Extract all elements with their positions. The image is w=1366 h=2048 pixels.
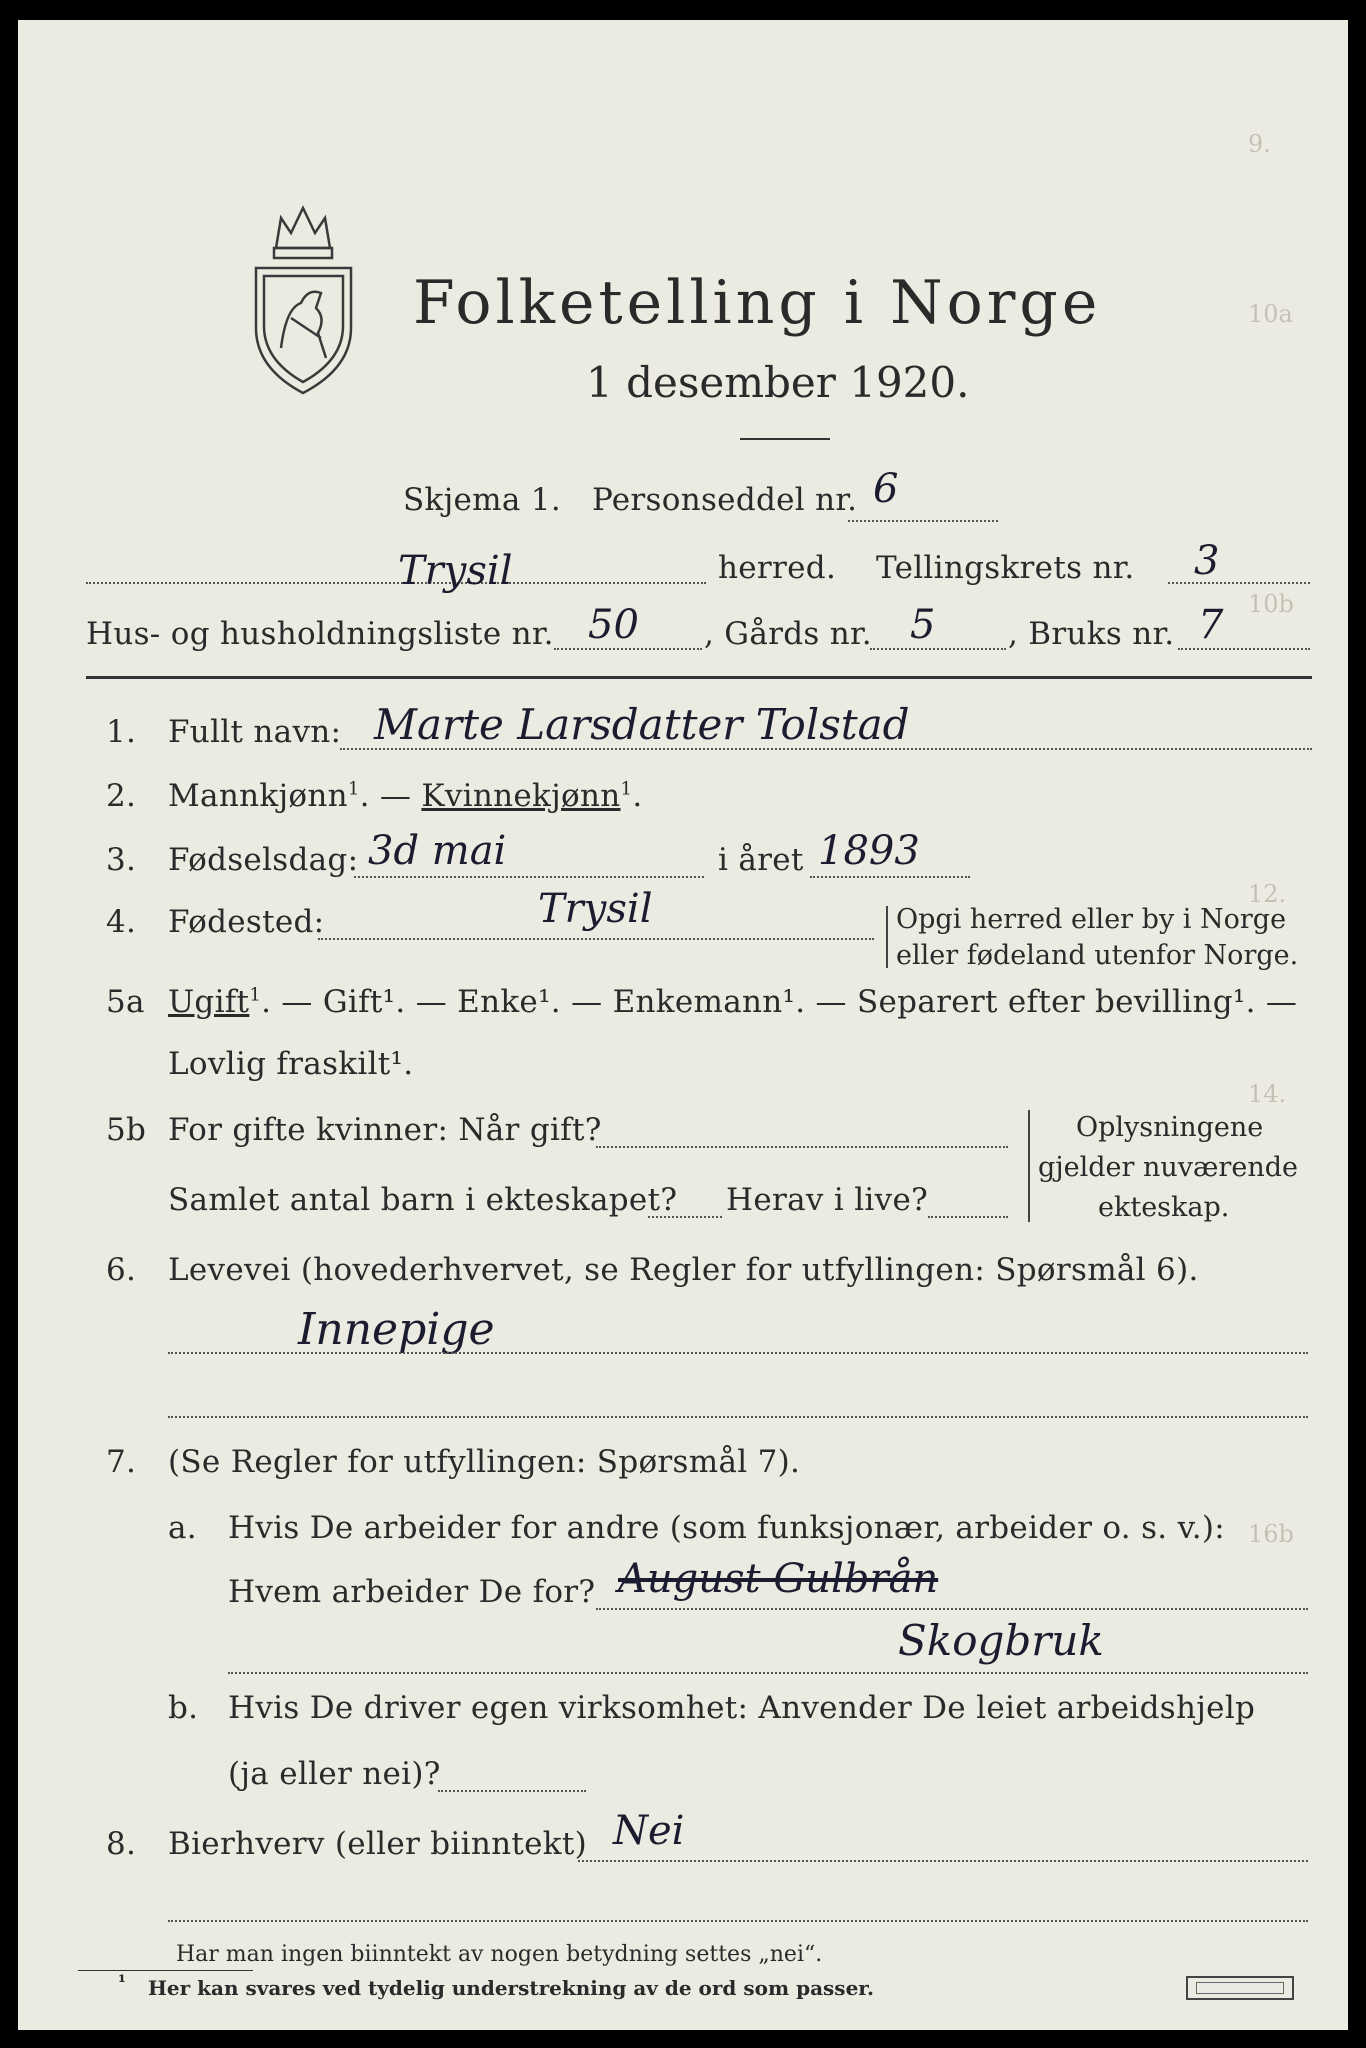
employer-value: Skogbruk (898, 1616, 1104, 1665)
q4-note-line2: eller fødeland utenfor Norge. (896, 940, 1299, 971)
printer-stamp-icon (1186, 1976, 1294, 2000)
q5b-label-alive: Herav i live? (726, 1182, 929, 1218)
bleed-through-text: 10b (1248, 590, 1294, 618)
bruks-label: , Bruks nr. (1008, 616, 1175, 652)
field-line (1178, 648, 1310, 650)
bleed-through-text: 9. (1248, 130, 1271, 158)
full-name-value: Marte Larsdatter Tolstad (374, 700, 910, 749)
bleed-through-text: 12. (1248, 880, 1287, 908)
field-line (578, 1860, 1308, 1862)
title-divider (740, 438, 830, 440)
hus-label: Hus- og husholdningsliste nr. (86, 616, 554, 652)
birthday-value: 3d mai (368, 828, 507, 874)
field-line (870, 648, 1006, 650)
q7b-label2: (ja eller nei)? (228, 1756, 441, 1792)
field-line (438, 1790, 586, 1792)
q7-label: (Se Regler for utfyllingen: Spørsmål 7). (168, 1444, 801, 1480)
bleed-through-text: 14. (1248, 1080, 1287, 1108)
q2-male: Mannkjønn (168, 778, 348, 814)
field-line (1168, 582, 1310, 584)
side-income-value: Nei (613, 1808, 685, 1854)
gards-value: 5 (910, 602, 936, 648)
q2-female-underlined: Kvinnekjønn (421, 778, 621, 814)
q5a-options: . — Gift¹. — Enke¹. — Enkemann¹. — Separert efter bevilling¹. — (261, 984, 1298, 1020)
footnote-divider (78, 1970, 253, 1971)
bleed-through-text: 10a (1248, 300, 1293, 328)
personseddel-label: Personseddel nr. (592, 482, 858, 518)
q5b-note-line3: ekteskap. (1098, 1192, 1230, 1223)
q3-label: Fødselsdag: (168, 842, 359, 878)
field-line (168, 1352, 1308, 1354)
footnote-mark: ¹ (118, 1972, 126, 1993)
birthplace-value: Trysil (538, 886, 653, 932)
q6-number: 6. (106, 1252, 137, 1288)
q3-number: 3. (106, 842, 137, 878)
herred-value: Trysil (398, 548, 513, 594)
tellingskrets-label: Tellingskrets nr. (876, 550, 1135, 586)
field-line (554, 648, 702, 650)
q5b-label-married: For gifte kvinner: Når gift? (168, 1112, 602, 1148)
field-line (168, 1920, 1308, 1922)
bleed-through-text: 16b (1248, 1520, 1294, 1548)
q4-number: 4. (106, 904, 137, 940)
employer-struck-value: August Gulbrån (618, 1556, 939, 1602)
header-divider (86, 676, 1312, 679)
q2-separator: . — (359, 778, 412, 814)
q4-label: Fødested: (168, 904, 325, 940)
q8-number: 8. (106, 1826, 137, 1862)
field-line (596, 1608, 1308, 1610)
q1-label: Fullt navn: (168, 714, 342, 750)
occupation-value: Innepige (298, 1304, 495, 1355)
skjema-label: Skjema 1. (403, 482, 561, 518)
norwegian-coat-of-arms-icon (246, 198, 361, 398)
field-line (228, 1672, 1308, 1674)
q2-number: 2. (106, 778, 137, 814)
gards-label: , Gårds nr. (704, 616, 872, 652)
field-line (354, 876, 704, 878)
herred-label: herred. (718, 550, 837, 586)
q5b-note-line1: Oplysningene (1076, 1112, 1264, 1143)
q5b-note-line2: gjelder nuværende (1038, 1152, 1298, 1183)
form-date: 1 desember 1920. (586, 358, 970, 407)
tellingskrets-value: 3 (1194, 538, 1220, 584)
q3-year-label: i året (718, 842, 804, 878)
field-line (648, 1216, 722, 1218)
q5a-line2: Lovlig fraskilt¹. (168, 1046, 414, 1082)
footnote-text: Her kan svares ved tydelig understrekning av de ord som passer. (148, 1976, 874, 2000)
q5a-number: 5a (106, 984, 145, 1020)
footer-note: Har man ingen biinntekt av nogen betydning settes „nei“. (176, 1942, 823, 1967)
q7b-label: Hvis De driver egen virksomhet: Anvender De leiet arbeidshjelp (228, 1690, 1256, 1726)
census-form-page (18, 20, 1348, 2030)
hus-value: 50 (588, 602, 639, 648)
q7b-letter: b. (168, 1690, 199, 1726)
field-line (168, 1416, 1308, 1418)
form-title: Folketelling i Norge (413, 268, 1102, 338)
q5b-label-children: Samlet antal barn i ekteskapet? (168, 1182, 678, 1218)
personseddel-value: 6 (873, 466, 899, 512)
q5a-line: Ugift$^1$. — Gift¹. — Enke¹. — Enkemann¹. — Separert efter bevilling¹. — (168, 984, 1298, 1020)
field-line (928, 1216, 1008, 1218)
q7a-letter: a. (168, 1510, 197, 1546)
q5a-ugift-underlined: Ugift (168, 984, 250, 1020)
bruks-value: 7 (1198, 602, 1224, 648)
q6-label: Levevei (hovederhvervet, se Regler for utfyllingen: Spørsmål 6). (168, 1252, 1199, 1288)
field-line (86, 582, 706, 584)
q7-number: 7. (106, 1444, 137, 1480)
note-bracket (1028, 1110, 1030, 1222)
q7a-label2: Hvem arbeider De for? (228, 1574, 596, 1610)
q4-note-line1: Opgi herred eller by i Norge (896, 904, 1287, 935)
birth-year-value: 1893 (818, 828, 920, 874)
q1-number: 1. (106, 714, 137, 750)
field-line (848, 520, 998, 522)
q2-gender-line: Mannkjønn$^1$. — Kvinnekjønn$^1$. (168, 778, 643, 814)
note-bracket (886, 906, 888, 968)
field-line (810, 876, 970, 878)
field-line (596, 1146, 1008, 1148)
q7a-label: Hvis De arbeider for andre (som funksjonær, arbeider o. s. v.): (228, 1510, 1226, 1546)
field-line (318, 938, 874, 940)
q8-label: Bierhverv (eller biinntekt) (168, 1826, 588, 1862)
q5b-number: 5b (106, 1112, 147, 1148)
